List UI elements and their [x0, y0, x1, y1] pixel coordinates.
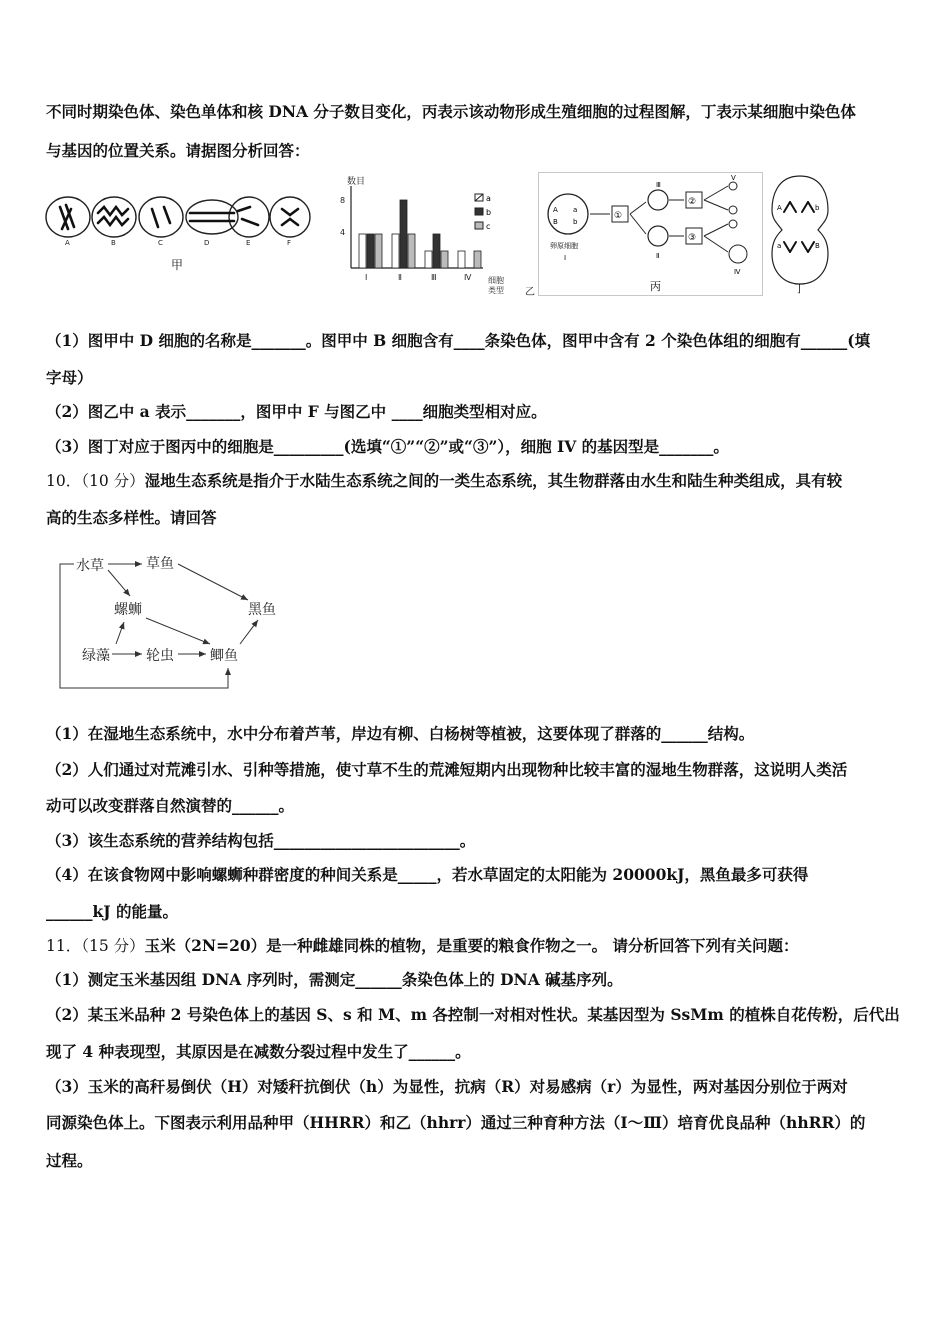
- bar-c-4: [474, 251, 481, 268]
- gene-a-upper: A: [553, 206, 558, 214]
- figure-jia-caption: 甲: [171, 258, 184, 272]
- bar-a-4: [458, 251, 465, 268]
- x-axis-label-2: 类型: [488, 286, 504, 295]
- legend-a: a: [486, 194, 491, 203]
- q9-part2: （2）图乙中 a 表示_______，图甲中 F 与图乙中 ____细胞类型相对应。: [46, 402, 547, 421]
- ding-gene-4: B: [815, 242, 820, 250]
- q10-part4-line1: （4）在该食物网中影响螺蛳种群密度的种间关系是_____，若水草固定的太阳能为 20000kJ，黑鱼最多可获得: [46, 865, 809, 884]
- q10-number: 10．（10 分）: [46, 472, 145, 490]
- x-tick-label: Ⅰ: [365, 273, 368, 282]
- legend-c: c: [486, 222, 491, 231]
- q10-stem-line2: 高的生态多样性。请回答: [46, 508, 217, 527]
- bar-b-1: [367, 234, 374, 268]
- cell-label: B: [111, 239, 116, 247]
- cell-label: A: [65, 239, 70, 247]
- q10-stem-line1: [46, 471, 842, 491]
- y-tick-8: 8: [340, 196, 346, 205]
- q10-stem-text: 湿地生态系统是指介于水陆生态系统之间的一类生态系统，其生物群落由水生和陆生种类组成，具有较: [144, 471, 843, 490]
- x-tick-label: Ⅱ: [398, 273, 402, 282]
- step-2: ②: [688, 197, 697, 207]
- node-lunchong: 轮虫: [146, 648, 174, 664]
- figure-yi-chart: [335, 172, 535, 296]
- node-heiyu: 黑鱼: [248, 602, 276, 618]
- legend-swatch-c: [475, 222, 483, 229]
- legend-swatch-b: [475, 208, 483, 215]
- cell-e: [229, 197, 269, 237]
- q11-part3-line1: （3）玉米的高秆易倒伏（H）对矮秆抗倒伏（h）为显性，抗病（R）对易感病（r）为显性，两对基因分别位于两对: [46, 1077, 848, 1096]
- gene-a-lower: a: [573, 206, 578, 214]
- legend-b: b: [486, 208, 492, 217]
- q11-part3-line2: 同源染色体上。下图表示利用品种甲（HHRR）和乙（hhrr）通过三种育种方法（Ⅰ～Ⅲ）培育优良品种（hhRR）的: [46, 1113, 866, 1132]
- cell-b: [92, 197, 136, 237]
- q11-part3-line3: 过程。: [46, 1151, 93, 1170]
- intro-line-2: 与基因的位置关系。请据图分析回答：: [46, 141, 310, 160]
- q10-part4-line2: ______kJ 的能量。: [46, 902, 178, 921]
- x-tick-label: Ⅲ: [431, 273, 437, 282]
- node-luosi: 螺蛳: [114, 602, 142, 618]
- food-web-diagram: [52, 548, 292, 693]
- q10-part1: （1）在湿地生态系统中，水中分布着芦苇，岸边有柳、白杨树等植被，这要体现了群落的______结构。: [46, 724, 755, 743]
- figure-ding: [768, 172, 832, 296]
- cell-label: F: [287, 239, 292, 247]
- figure-jia: [40, 185, 315, 275]
- bar-c-2: [408, 234, 415, 268]
- y-axis-label: 数目: [347, 177, 366, 187]
- cell-c: [139, 197, 183, 237]
- source-label: 卵原细胞: [550, 242, 578, 250]
- node-lvzao: 绿藻: [82, 648, 110, 664]
- label-i: Ⅰ: [564, 254, 567, 262]
- cell-label: D: [204, 239, 210, 247]
- label-v: Ⅴ: [731, 174, 736, 182]
- cell-i: [548, 194, 588, 234]
- bar-c-1: [375, 234, 382, 268]
- q10-part2-line1: （2）人们通过对荒滩引水、引种等措施，使寸草不生的荒滩短期内出现物种比较丰富的湿地生物群落，这说明人类活: [46, 760, 848, 779]
- label-iv: Ⅳ: [734, 268, 741, 276]
- cell-f: [270, 197, 310, 237]
- q11-part2-line1: （2）某玉米品种 2 号染色体上的基因 S、s 和 M、m 各控制一对相对性状。某基因型为 SsMm 的植株自花传粉，后代出: [46, 1005, 900, 1024]
- node-shuicao: 水草: [76, 558, 104, 574]
- ding-gene-2: b: [815, 204, 820, 212]
- q9-part1-line1: （1）图甲中 D 细胞的名称是_______。图甲中 B 细胞含有____条染色体，图甲中含有 2 个染色体组的细胞有______(填: [46, 331, 871, 350]
- node-jiyu: 鲫鱼: [210, 648, 238, 664]
- bar-a-1: [359, 234, 366, 268]
- q11-stem-text: 玉米（2N=20）是一种雌雄同株的植物，是重要的粮食作物之一。 请分析回答下列有关问题：: [144, 936, 799, 955]
- ding-gene-1: A: [777, 204, 782, 212]
- gene-b-upper: B: [553, 218, 558, 226]
- intro-line-1: 不同时期染色体、染色单体和核 DNA 分子数目变化，丙表示该动物形成生殖细胞的过程图解，丁表示某细胞中染色体: [46, 102, 856, 121]
- bar-c-3: [441, 251, 448, 268]
- step-3: ③: [688, 233, 697, 243]
- label-ii: Ⅱ: [656, 252, 660, 260]
- figure-bing-caption: 丙: [650, 280, 661, 293]
- q9-part1-line2: 字母）: [46, 368, 93, 387]
- bar-b-2: [400, 200, 407, 268]
- bar-a-3: [425, 251, 432, 268]
- figure-bing: [538, 172, 763, 296]
- x-tick-label: Ⅳ: [464, 273, 472, 282]
- q11-number: 11．（15 分）: [46, 937, 145, 955]
- cell-label: E: [246, 239, 251, 247]
- q10-part3: （3）该生态系统的营养结构包括________________________。: [46, 831, 476, 850]
- node-caoyu: 草鱼: [146, 556, 174, 572]
- figure-ding-caption: 丁: [794, 282, 805, 295]
- gene-b-lower: b: [573, 218, 578, 226]
- cell-d: [186, 200, 238, 234]
- y-tick-4: 4: [340, 228, 346, 237]
- legend: [475, 194, 491, 231]
- label-iii: Ⅲ: [656, 181, 661, 189]
- q11-stem: [46, 936, 799, 956]
- q11-part2-line2: 现了 4 种表现型，其原因是在减数分裂过程中发生了______。: [46, 1042, 471, 1061]
- step-1: ①: [614, 211, 623, 221]
- figure-yi-caption: 乙: [525, 287, 535, 296]
- cell-label: C: [158, 239, 163, 247]
- q9-part3: （3）图丁对应于图丙中的细胞是_________(选填“①”“②”或“③”），细胞 IV 的基因型是_______。: [46, 437, 729, 456]
- q11-part1: （1）测定玉米基因组 DNA 序列时，需测定______条染色体上的 DNA 碱基序列。: [46, 970, 623, 989]
- bar-a-2: [392, 234, 399, 268]
- q10-part2-line2: 动可以改变群落自然演替的______。: [46, 796, 295, 815]
- x-axis-label-1: 细胞: [488, 276, 504, 285]
- bar-b-3: [433, 234, 440, 268]
- ding-gene-3: a: [777, 242, 782, 250]
